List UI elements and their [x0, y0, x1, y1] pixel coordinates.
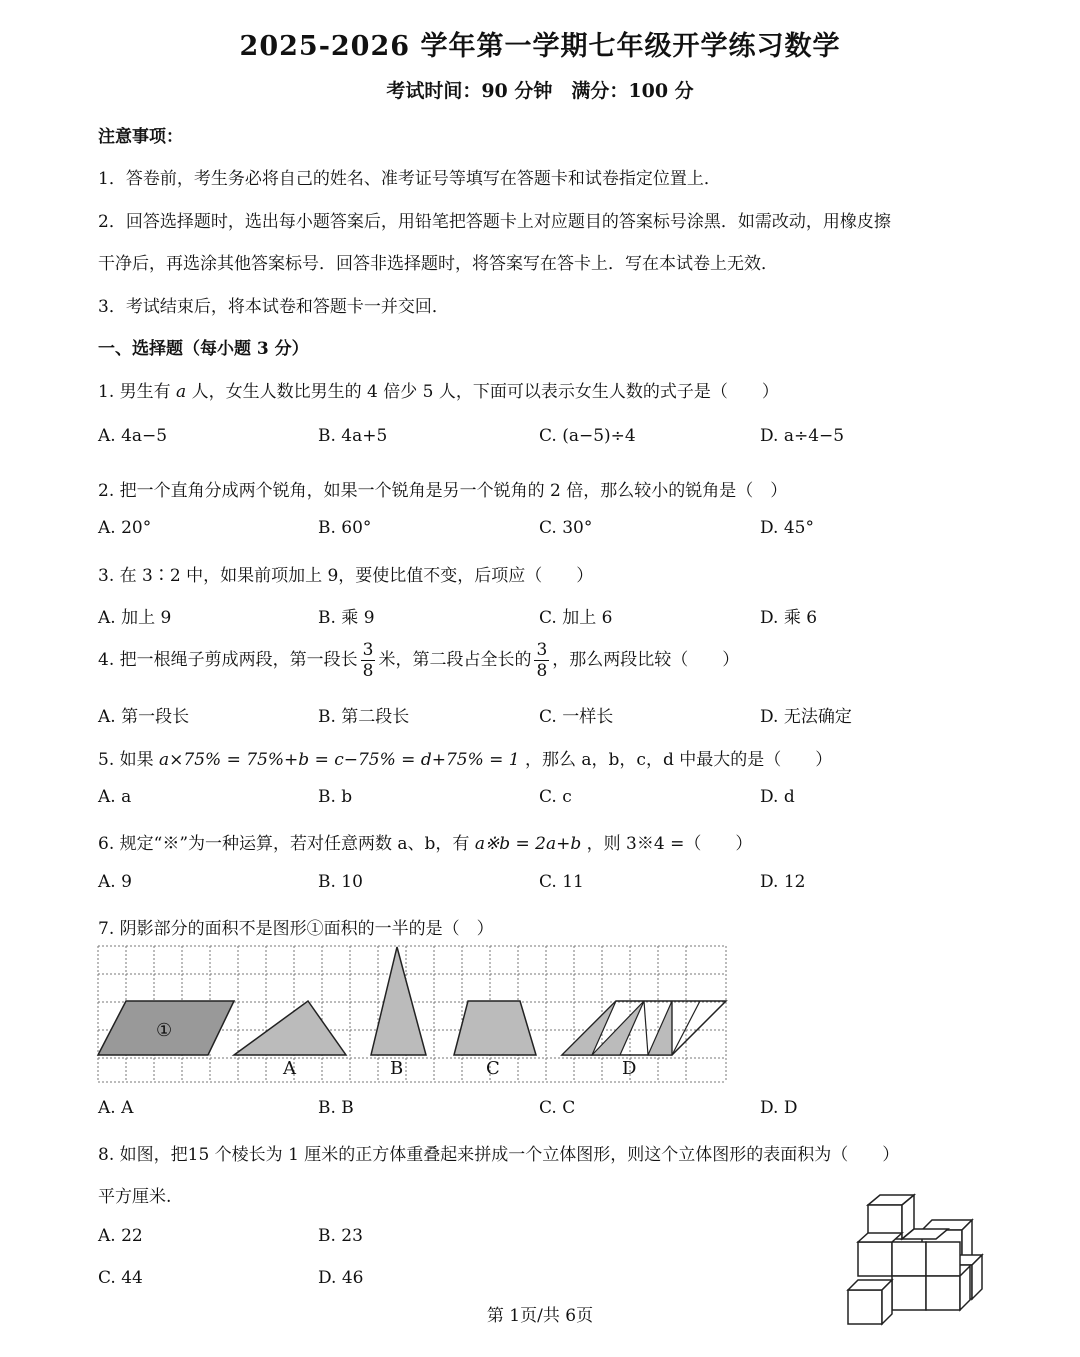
q7-option-b[interactable]: B. B	[318, 1098, 354, 1118]
question-1-var: a	[176, 382, 187, 402]
question-8-line-1: 8. 如图，把15 个棱长为 1 厘米的正方体重叠起来拼成一个立体图形，则这个立体图形的表面积为（ ）	[98, 1145, 900, 1165]
shape-a-label: A	[283, 1058, 296, 1079]
shape-d-shade-3	[648, 1001, 672, 1055]
q3-option-d[interactable]: D. 乘 6	[760, 608, 818, 628]
question-2: 2. 把一个直角分成两个锐角，如果一个锐角是另一个锐角的 2 倍，那么较小的锐角是（ ）	[98, 481, 788, 501]
exam-subtitle: 考试时间：90 分钟 满分：100 分	[386, 80, 694, 102]
q1-option-c[interactable]: C. (a−5)÷4	[539, 426, 636, 446]
note-item-3: 3．考试结束后，将本试卷和答题卡一并交回．	[98, 297, 449, 317]
question-5-pre: 5. 如果	[98, 750, 154, 770]
question-4-post: ，那么两段比较（ ）	[552, 650, 740, 670]
q5-option-b[interactable]: B. b	[318, 787, 353, 807]
question-5-post: ，那么 a，b，c，d 中最大的是（ ）	[525, 750, 833, 770]
fraction-3-8-a: $\frac{3}{8}$	[362, 640, 374, 681]
q8-option-a[interactable]: A. 22	[98, 1226, 143, 1246]
exam-title: 2025-2026 学年第一学期七年级开学练习数学	[239, 31, 841, 62]
q3-option-c[interactable]: C. 加上 6	[539, 608, 613, 628]
question-6-post: ，则 3※4 =（ ）	[586, 834, 753, 854]
question-1-post: 人，女生人数比男生的 4 倍少 5 人，下面可以表示女生人数的式子是（ ）	[191, 382, 779, 402]
notes-heading: 注意事项：	[98, 127, 183, 147]
q2-option-d[interactable]: D. 45°	[760, 518, 814, 538]
shape-d-label: D	[622, 1058, 637, 1079]
q4-option-a[interactable]: A. 第一段长	[98, 707, 190, 727]
q8-option-b[interactable]: B. 23	[318, 1226, 363, 1246]
question-3: 3. 在 3∶2 中，如果前项加上 9，要使比值不变，后项应（ ）	[98, 566, 594, 586]
q6-option-b[interactable]: B. 10	[318, 872, 363, 892]
question-8-line-2: 平方厘米.	[98, 1187, 172, 1207]
shape-b-label: B	[390, 1058, 404, 1079]
question-4-pre: 4. 把一根绳子剪成两段，第一段长	[98, 650, 358, 670]
q7-grid-figure	[96, 944, 730, 1086]
shape-c-label: C	[486, 1058, 500, 1079]
question-5-expr: a×75% = 75%+b = c−75% = d+75% = 1	[159, 750, 520, 770]
shape-1-label: ①	[156, 1020, 173, 1041]
question-4-mid: 米，第二段占全长的	[378, 650, 532, 670]
question-1	[98, 377, 779, 402]
q6-option-d[interactable]: D. 12	[760, 872, 806, 892]
note-item-2-cont: 干净后，再选涂其他答案标号．回答非选择题时，将答案写在答卡上．写在本试卷上无效．	[98, 254, 778, 274]
q5-option-d[interactable]: D. d	[760, 787, 795, 807]
q4-option-d[interactable]: D. 无法确定	[760, 707, 852, 727]
question-4	[98, 640, 739, 681]
q5-option-a[interactable]: A. a	[98, 787, 132, 807]
q7-option-a[interactable]: A. A	[98, 1098, 134, 1118]
page-footer: 第 1页/共 6页	[486, 1306, 594, 1326]
q1-option-b[interactable]: B. 4a+5	[318, 426, 388, 446]
shape-b-triangle	[371, 947, 426, 1055]
question-1-pre: 1. 男生有	[98, 382, 171, 402]
question-7: 7. 阴影部分的面积不是图形①面积的一半的是（ ）	[98, 919, 494, 939]
q3-option-b[interactable]: B. 乘 9	[318, 608, 375, 628]
q7-option-c[interactable]: C. C	[539, 1098, 576, 1118]
q3-option-a[interactable]: A. 加上 9	[98, 608, 172, 628]
q1-option-d[interactable]: D. a÷4−5	[760, 426, 845, 446]
q6-option-c[interactable]: C. 11	[539, 872, 584, 892]
q6-option-a[interactable]: A. 9	[98, 872, 132, 892]
q8-option-c[interactable]: C. 44	[98, 1268, 143, 1288]
note-item-2: 2．回答选择题时，选出每小题答案后，用铅笔把答题卡上对应题目的答案标号涂黑．如需改动，用橡皮擦	[98, 212, 891, 232]
shape-c-trapezoid	[454, 1001, 536, 1055]
question-5	[98, 745, 832, 770]
question-6	[98, 829, 752, 854]
q5-option-c[interactable]: C. c	[539, 787, 572, 807]
shape-a-triangle	[234, 1001, 346, 1055]
fraction-3-8-b: $\frac{3}{8}$	[536, 640, 548, 681]
q8-option-d[interactable]: D. 46	[318, 1268, 364, 1288]
section-heading: 一、选择题（每小题 3 分）	[98, 339, 309, 359]
q4-option-c[interactable]: C. 一样长	[539, 707, 614, 727]
q2-option-b[interactable]: B. 60°	[318, 518, 372, 538]
question-6-expr: a※b = 2a+b	[474, 834, 582, 854]
q2-option-c[interactable]: C. 30°	[539, 518, 593, 538]
q4-option-b[interactable]: B. 第二段长	[318, 707, 410, 727]
question-6-pre: 6. 规定“※”为一种运算，若对任意两数 a、b，有	[98, 834, 470, 854]
note-item-1: 1．答卷前，考生务必将自己的姓名、准考证号等填写在答题卡和试卷指定位置上．	[98, 169, 721, 189]
q7-option-d[interactable]: D. D	[760, 1098, 798, 1118]
q1-option-a[interactable]: A. 4a−5	[98, 426, 168, 446]
q2-option-a[interactable]: A. 20°	[98, 518, 152, 538]
